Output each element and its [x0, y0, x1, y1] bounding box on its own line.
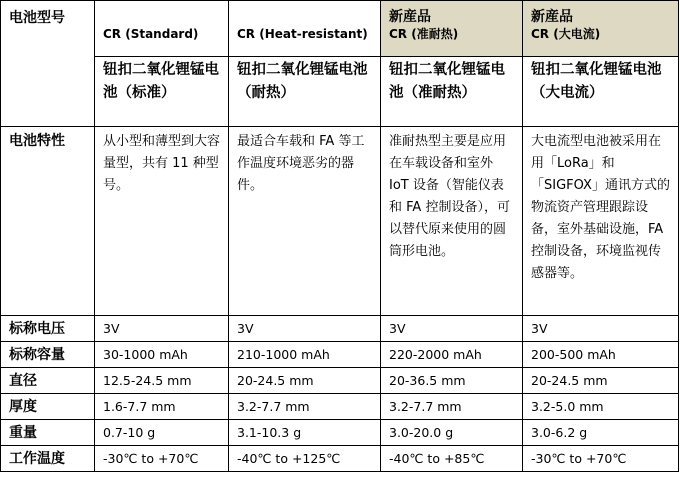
col2-temperature-cell [229, 446, 381, 472]
row-voltage [1, 316, 679, 342]
row-capacity [1, 342, 679, 368]
col2-diameter: 20-24.5 mm [237, 373, 314, 388]
col1-temperature: -30℃ to +70℃ [103, 451, 199, 466]
col3-model: CR (准耐热) [389, 27, 459, 41]
col1-weight-cell [95, 420, 229, 446]
col1-header [95, 1, 229, 57]
col2-thickness-cell [229, 394, 381, 420]
col4-voltage: 3V [531, 321, 548, 336]
label-capacity: 标称容量 [9, 347, 65, 363]
col4-temperature: -30℃ to +70℃ [531, 451, 627, 466]
col4-features: 大电流型电池被采用在用「LoRa」和「SIGFOX」通讯方式的物流资产管理跟踪设备，室外基础设施，FA 控制设备，环境监视传感器等。 [531, 134, 670, 281]
col1-thickness: 1.6-7.7 mm [103, 399, 176, 414]
col1-temperature-cell [95, 446, 229, 472]
col1-model: CR (Standard) [103, 27, 199, 41]
col1-subtitle-cell [95, 57, 229, 127]
col1-features: 从小型和薄型到大容量型，共有 11 种型号。 [103, 134, 221, 193]
col2-subtitle: 钮扣二氧化锂锰电池（耐热） [237, 62, 368, 101]
col3-diameter: 20-36.5 mm [389, 373, 466, 388]
col1-thickness-cell [95, 394, 229, 420]
row-thickness [1, 394, 679, 420]
col3-subtitle: 钮扣二氧化锂锰电池（准耐热） [389, 62, 505, 101]
label-weight: 重量 [9, 425, 37, 441]
col4-header [523, 1, 679, 57]
col1-weight: 0.7-10 g [103, 425, 156, 440]
col3-header [381, 1, 523, 57]
col1-voltage: 3V [103, 321, 120, 336]
col3-temperature-cell [381, 446, 523, 472]
col2-weight: 3.1-10.3 g [237, 425, 302, 440]
col3-capacity: 220-2000 mAh [389, 347, 482, 362]
col2-header [229, 1, 381, 57]
col3-weight: 3.0-20.0 g [389, 425, 454, 440]
col1-voltage-cell [95, 316, 229, 342]
row-model [1, 1, 679, 57]
col4-thickness: 3.2-5.0 mm [531, 399, 604, 414]
col3-weight-cell [381, 420, 523, 446]
col2-subtitle-cell [229, 57, 381, 127]
col3-features-cell [381, 127, 523, 316]
col1-capacity: 30-1000 mAh [103, 347, 188, 362]
row-label-diameter [1, 368, 95, 394]
col2-voltage-cell [229, 316, 381, 342]
col2-features: 最适合车载和 FA 等工作温度环境恶劣的器件。 [237, 134, 365, 193]
col3-voltage: 3V [389, 321, 406, 336]
col4-voltage-cell [523, 316, 679, 342]
label-model: 电池型号 [9, 10, 65, 26]
label-voltage: 标称电压 [9, 321, 65, 337]
col2-capacity-cell [229, 342, 381, 368]
col4-diameter: 20-24.5 mm [531, 373, 608, 388]
col3-thickness: 3.2-7.7 mm [389, 399, 462, 414]
col1-subtitle: 钮扣二氧化锂锰电池（标准） [103, 62, 219, 101]
col4-new-badge: 新産品 [531, 9, 573, 25]
row-subtitle [1, 57, 679, 127]
col2-weight-cell [229, 420, 381, 446]
label-diameter: 直径 [9, 373, 37, 389]
col4-temperature-cell [523, 446, 679, 472]
col4-weight: 3.0-6.2 g [531, 425, 588, 440]
label-features: 电池特性 [9, 133, 65, 149]
col4-capacity: 200-500 mAh [531, 347, 616, 362]
row-label-capacity [1, 342, 95, 368]
label-thickness: 厚度 [9, 399, 37, 415]
col2-diameter-cell [229, 368, 381, 394]
col1-diameter: 12.5-24.5 mm [103, 373, 192, 388]
col4-thickness-cell [523, 394, 679, 420]
row-label-features [1, 127, 95, 316]
col2-temperature: -40℃ to +125℃ [237, 451, 341, 466]
row-label-temperature [1, 446, 95, 472]
col2-capacity: 210-1000 mAh [237, 347, 330, 362]
row-label-weight [1, 420, 95, 446]
col3-new-badge: 新産品 [389, 9, 431, 25]
col3-capacity-cell [381, 342, 523, 368]
row-label-voltage [1, 316, 95, 342]
col4-subtitle: 钮扣二氧化锂锰电池（大电流） [531, 62, 662, 101]
col4-diameter-cell [523, 368, 679, 394]
col1-capacity-cell [95, 342, 229, 368]
col2-thickness: 3.2-7.7 mm [237, 399, 310, 414]
col4-capacity-cell [523, 342, 679, 368]
row-features [1, 127, 679, 316]
label-temperature: 工作温度 [9, 451, 65, 467]
row-label-model [1, 1, 95, 127]
col2-voltage: 3V [237, 321, 254, 336]
col4-features-cell [523, 127, 679, 316]
col2-features-cell [229, 127, 381, 316]
col3-subtitle-cell [381, 57, 523, 127]
row-diameter [1, 368, 679, 394]
col3-temperature: -40℃ to +85℃ [389, 451, 485, 466]
col1-features-cell [95, 127, 229, 316]
col3-features: 准耐热型主要是应用在车载设备和室外 IoT 设备（智能仪表和 FA 控制设备），可以替代原来使用的圆筒形电池。 [389, 134, 510, 259]
col4-subtitle-cell [523, 57, 679, 127]
row-label-thickness [1, 394, 95, 420]
row-temperature [1, 446, 679, 472]
col2-model: CR (Heat-resistant) [237, 27, 368, 41]
col4-model: CR (大电流) [531, 27, 601, 41]
row-weight [1, 420, 679, 446]
col3-thickness-cell [381, 394, 523, 420]
col1-diameter-cell [95, 368, 229, 394]
col3-voltage-cell [381, 316, 523, 342]
col4-weight-cell [523, 420, 679, 446]
col3-diameter-cell [381, 368, 523, 394]
